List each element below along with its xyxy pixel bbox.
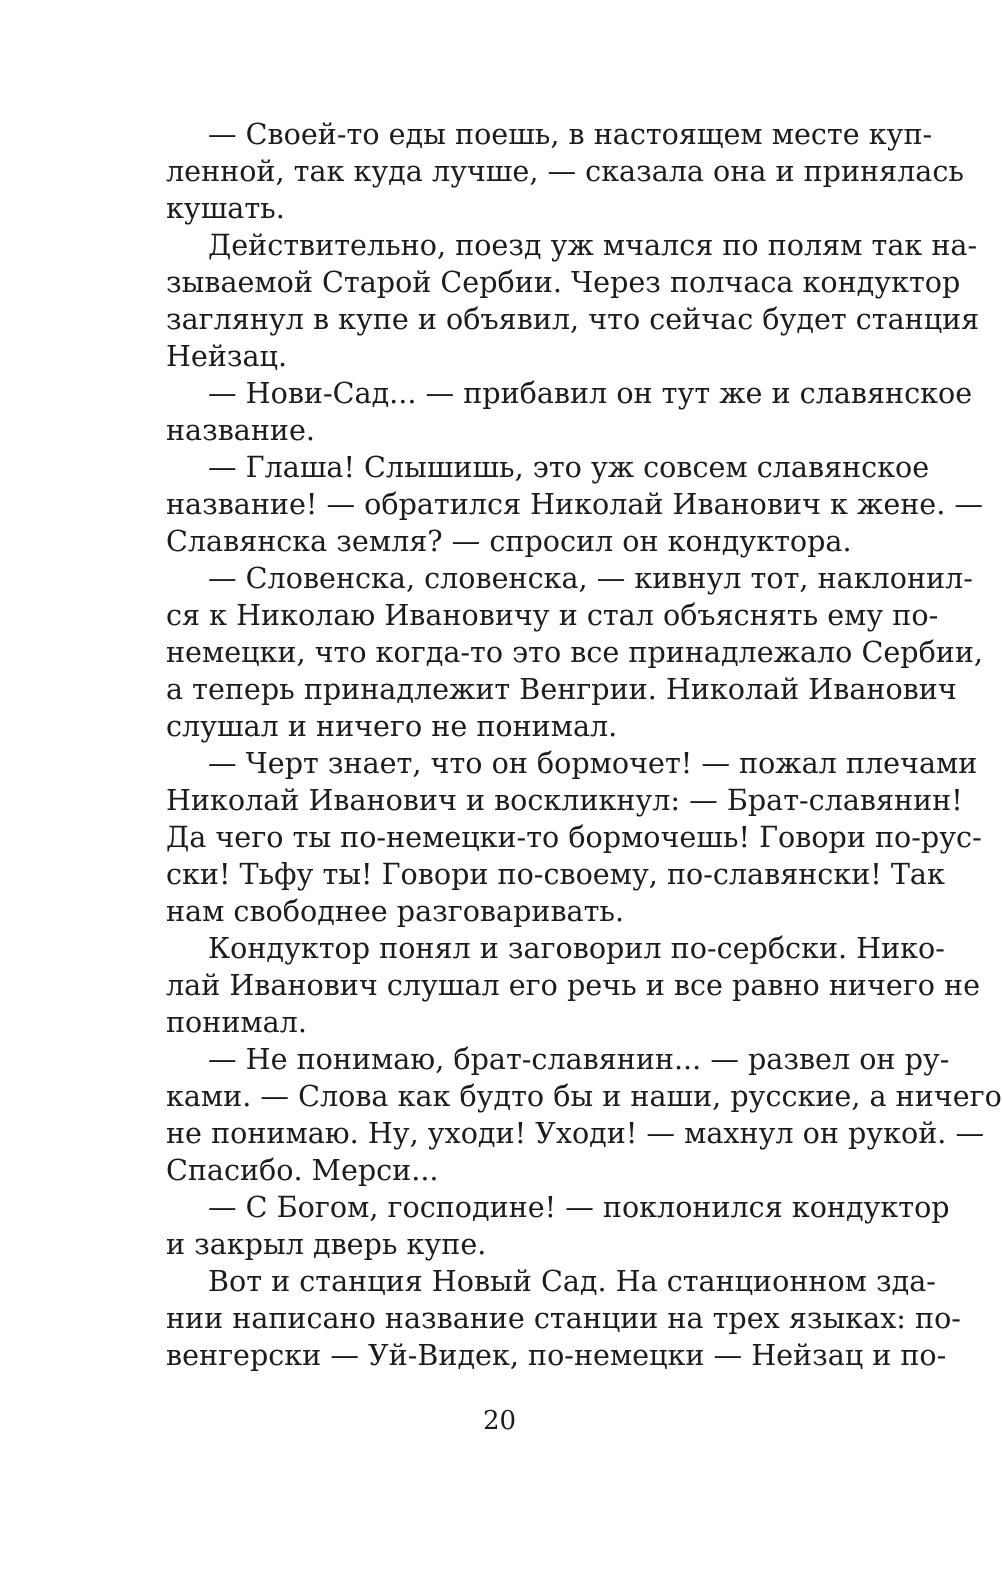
text-line: — Своей-то еды поешь, в настоящем месте куп- (208, 117, 933, 151)
text-line: — Черт знает, что он бормочет! — пожал плечами (208, 746, 978, 780)
text-line: а теперь принадлежит Венгрии. Николай Иванович (166, 672, 957, 706)
text-line: заглянул в купе и объявил, что сейчас будет станция (166, 302, 980, 336)
text-line: нии написано название станции на трех языках: по- (166, 1301, 961, 1335)
text-line: ками. — Слова как будто бы и наши, русские, а ничего (166, 1079, 1002, 1113)
text-line: понимал. (166, 1005, 307, 1039)
text-line: кушать. (166, 191, 285, 225)
text-line: — С Богом, господине! — поклонился кондуктор (208, 1190, 950, 1224)
text-line: зываемой Старой Сербии. Через полчаса кондуктор (166, 265, 961, 299)
text-line: ски! Тьфу ты! Говори по-своему, по-славянски! Так (166, 857, 945, 891)
text-line: Да чего ты по-немецки-то бормочешь! Говори по-рус- (166, 820, 982, 854)
text-line: Нейзац. (166, 339, 288, 373)
text-line: немецки, что когда-то это все принадлежало Сербии, (166, 635, 983, 669)
text-line: слушал и ничего не понимал. (166, 709, 618, 743)
text-line: — Нови-Сад... — прибавил он тут же и славянское (208, 376, 973, 410)
text-line: нам свободнее разговаривать. (166, 894, 625, 928)
page-number: 20 (482, 1406, 517, 1436)
text-line: Кондуктор понял и заговорил по-сербски. Нико- (208, 931, 945, 965)
text-line: не понимаю. Ну, уходи! Уходи! — махнул он рукой. — (166, 1116, 985, 1150)
text-line: венгерски — Уй-Видек, по-немецки — Нейзац и по- (166, 1338, 947, 1372)
text-line: — Словенска, словенска, — кивнул тот, наклонил- (208, 561, 973, 595)
text-line: Спасибо. Мерси... (166, 1153, 439, 1187)
text-line: Действительно, поезд уж мчался по полям так на- (208, 228, 978, 262)
text-line: ся к Николаю Ивановичу и стал объяснять ему по- (166, 598, 939, 632)
text-line: Николай Иванович и воскликнул: — Брат-славянин! (166, 783, 963, 817)
text-line: название. (166, 413, 315, 447)
text-line: Славянска земля? — спросил он кондуктора. (166, 524, 852, 558)
text-line: и закрыл дверь купе. (166, 1227, 487, 1261)
text-line: лай Иванович слушал его речь и все равно ничего не (166, 968, 981, 1002)
text-line: ленной, так куда лучше, — сказала она и принялась (166, 154, 964, 188)
text-line: Вот и станция Новый Сад. На станционном зда- (208, 1264, 936, 1298)
body-text (166, 116, 1002, 1374)
text-line: — Не понимаю, брат-славянин... — развел он ру- (208, 1042, 950, 1076)
text-line: — Глаша! Слышишь, это уж совсем славянское (208, 450, 930, 484)
text-line: название! — обратился Николай Иванович к жене. — (166, 487, 983, 521)
